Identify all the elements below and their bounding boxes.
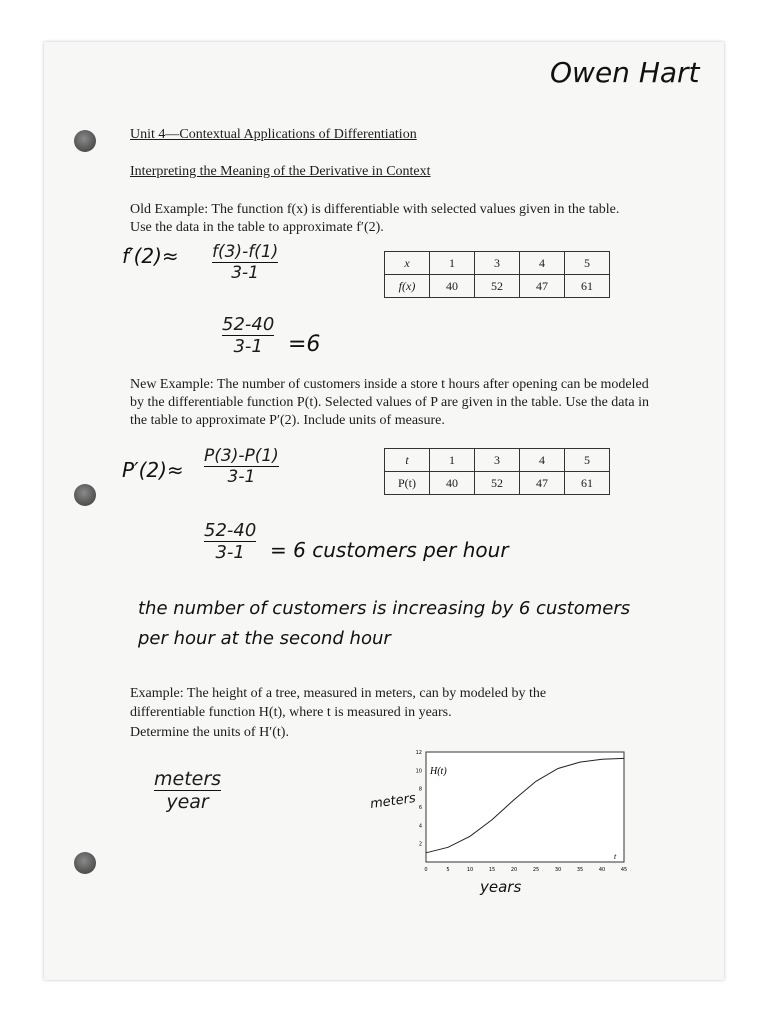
new-example-text: New Example: The number of customers inside a store t hours after opening can be modeled by the differentiable function P(t). Selected values of P are given in the table. Use the data in the table to approximate P′(2). Include units of measure. xyxy=(130,377,649,428)
height-chart xyxy=(406,748,628,876)
x-tick-label: 25 xyxy=(532,867,540,873)
worksheet-page xyxy=(44,42,724,980)
new-work-result: = 6 customers per hour xyxy=(270,538,509,562)
y-axis-note: meters xyxy=(369,790,417,813)
chart-title: H(t) xyxy=(430,766,447,777)
old-work-result: =6 xyxy=(288,332,321,357)
student-name: Owen Hart xyxy=(550,56,700,89)
x-tick-label: 45 xyxy=(620,867,628,873)
tree-text-line-1: Example: The height of a tree, measured in meters, can by modeled by the xyxy=(130,686,547,701)
x-axis-note: years xyxy=(480,878,522,896)
y-tick-label: 6 xyxy=(418,805,422,811)
unit-title: Unit 4—Contextual Applications of Differentiation xyxy=(130,127,417,142)
new-work-numeric: 52-40 3-1 xyxy=(204,520,257,563)
interpretation-line-1: the number of customers is increasing by 6 customers xyxy=(138,598,631,619)
old-example-text: Old Example: The function f(x) is differentiable with selected values given in the table. Use the data in the table to approximate f′(2). xyxy=(130,202,620,235)
old-values-table: x 1 3 4 5 f(x) 40 52 47 61 xyxy=(384,251,610,298)
x-tick-label: 5 xyxy=(446,867,450,873)
x-tick-label: 30 xyxy=(554,867,562,873)
y-tick-label: 12 xyxy=(415,750,422,756)
x-tick-label: 15 xyxy=(488,867,496,873)
section-title: Interpreting the Meaning of the Derivative in Context xyxy=(130,164,431,179)
x-tick-label: 10 xyxy=(466,867,474,873)
units-answer: meters year xyxy=(154,768,222,813)
new-work-fraction: P(3)-P(1) 3-1 xyxy=(204,446,279,487)
y-tick-label: 8 xyxy=(418,786,422,793)
punch-hole xyxy=(74,130,96,152)
x-tick-label: 20 xyxy=(510,867,518,873)
x-axis-label: t xyxy=(614,852,617,861)
y-tick-label: 4 xyxy=(418,823,422,830)
x-tick-label: 40 xyxy=(598,867,606,873)
y-tick-label: 2 xyxy=(418,841,422,848)
new-values-table: t 1 3 4 5 P(t) 40 52 47 61 xyxy=(384,448,610,495)
x-tick-label: 0 xyxy=(424,867,428,873)
y-tick-label: 10 xyxy=(415,768,422,775)
plot-frame xyxy=(426,752,624,862)
old-work-numeric: 52-40 3-1 xyxy=(222,314,275,357)
new-work-left: P′(2)≈ xyxy=(122,458,184,482)
tree-text-line-2: differentiable function H(t), where t is measured in years. xyxy=(130,705,452,720)
old-work-left: f′(2)≈ xyxy=(122,244,179,268)
tree-text-line-3: Determine the units of H′(t). xyxy=(130,725,289,740)
x-tick-label: 35 xyxy=(576,867,584,873)
interpretation-line-2: per hour at the second hour xyxy=(138,628,391,649)
punch-hole xyxy=(74,484,96,506)
old-work-fraction: f(3)-f(1) 3-1 xyxy=(212,242,279,283)
punch-hole xyxy=(74,852,96,874)
